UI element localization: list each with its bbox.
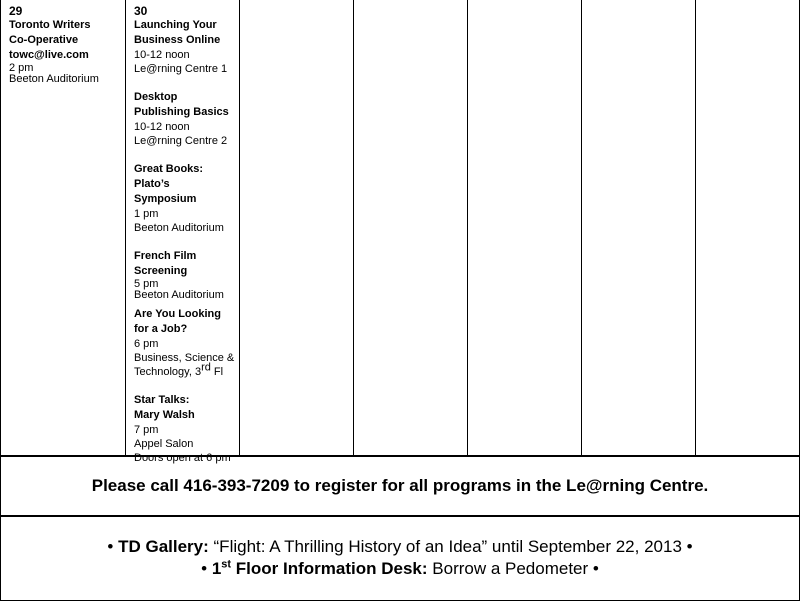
event-job-search bbox=[134, 307, 235, 379]
divider bbox=[1, 455, 799, 457]
footer-line-gallery bbox=[1, 536, 799, 558]
footer-announcements bbox=[1, 536, 799, 580]
bullet: • bbox=[686, 537, 693, 556]
event-time: 1 pm bbox=[134, 208, 159, 220]
day-cell-30 bbox=[126, 0, 240, 464]
event-time: 6 pm bbox=[134, 338, 159, 350]
event-location: Appel Salon bbox=[134, 438, 194, 450]
day-cell-empty bbox=[354, 0, 468, 455]
event-french-film bbox=[134, 249, 235, 301]
footer-label bbox=[212, 559, 428, 578]
event-location: Beeton Auditorium bbox=[134, 222, 224, 234]
day-cell-empty bbox=[240, 0, 354, 455]
footer-text: “Flight: A Thrilling History of an Idea” until September 22, 2013 bbox=[208, 537, 687, 556]
event-toronto-writers bbox=[9, 18, 121, 85]
day-cell-empty bbox=[468, 0, 582, 455]
ordinal-suffix: st bbox=[221, 558, 232, 571]
bullet: • bbox=[201, 559, 208, 578]
event-title: French Film Screening bbox=[134, 250, 197, 277]
event-desktop-publishing bbox=[134, 90, 235, 148]
bullet: • bbox=[592, 559, 599, 578]
calendar-week-row bbox=[1, 0, 799, 464]
event-location-text: Business, Science & Technology, 3 bbox=[134, 352, 235, 378]
divider bbox=[1, 515, 799, 517]
event-location: Beeton Auditorium bbox=[9, 73, 99, 85]
footer-text: Borrow a Pedometer bbox=[427, 559, 593, 578]
event-location: Le@rning Centre 1 bbox=[134, 63, 228, 75]
register-notice: Please call 416-393-7209 to register for all programs in the Le@rning Centre. bbox=[91, 476, 709, 495]
event-time: 10-12 noon bbox=[134, 121, 190, 133]
event-title: Star Talks: Mary Walsh bbox=[134, 394, 195, 421]
day-number: 29 bbox=[9, 4, 23, 18]
event-location: Beeton Auditorium bbox=[134, 289, 224, 301]
event-launching-business bbox=[134, 18, 235, 76]
event-great-books bbox=[134, 162, 235, 235]
footer-line-info-desk bbox=[1, 558, 799, 580]
day-cell-empty bbox=[696, 0, 799, 455]
day-number: 30 bbox=[134, 4, 148, 18]
event-title: Toronto Writers Co-Operative bbox=[9, 19, 91, 46]
event-title: Are You Looking for a Job? bbox=[134, 308, 221, 335]
event-time: 10-12 noon bbox=[134, 49, 190, 61]
event-location-end: Fl bbox=[210, 366, 224, 378]
day-cell-29 bbox=[1, 0, 126, 455]
event-location bbox=[134, 351, 235, 379]
event-title: Launching Your Business Online bbox=[134, 19, 221, 46]
event-location: Le@rning Centre 2 bbox=[134, 135, 228, 147]
footer-label-num: 1 bbox=[211, 559, 222, 578]
event-time: 5 pm bbox=[134, 278, 159, 290]
bullet: • bbox=[107, 537, 114, 556]
event-time: 7 pm bbox=[134, 424, 159, 436]
event-note: Doors open at 6 pm bbox=[134, 452, 231, 464]
event-title: Desktop Publishing Basics bbox=[134, 91, 229, 118]
footer-label: TD Gallery: bbox=[118, 537, 209, 556]
day-cell-empty bbox=[582, 0, 696, 455]
event-email: towc@live.com bbox=[9, 49, 89, 61]
event-time: 2 pm bbox=[9, 62, 34, 74]
event-title: Great Books: Plato’s Symposium bbox=[134, 163, 204, 205]
footer-label-rest: Floor Information Desk: bbox=[231, 559, 428, 578]
ordinal-suffix: rd bbox=[201, 361, 211, 374]
